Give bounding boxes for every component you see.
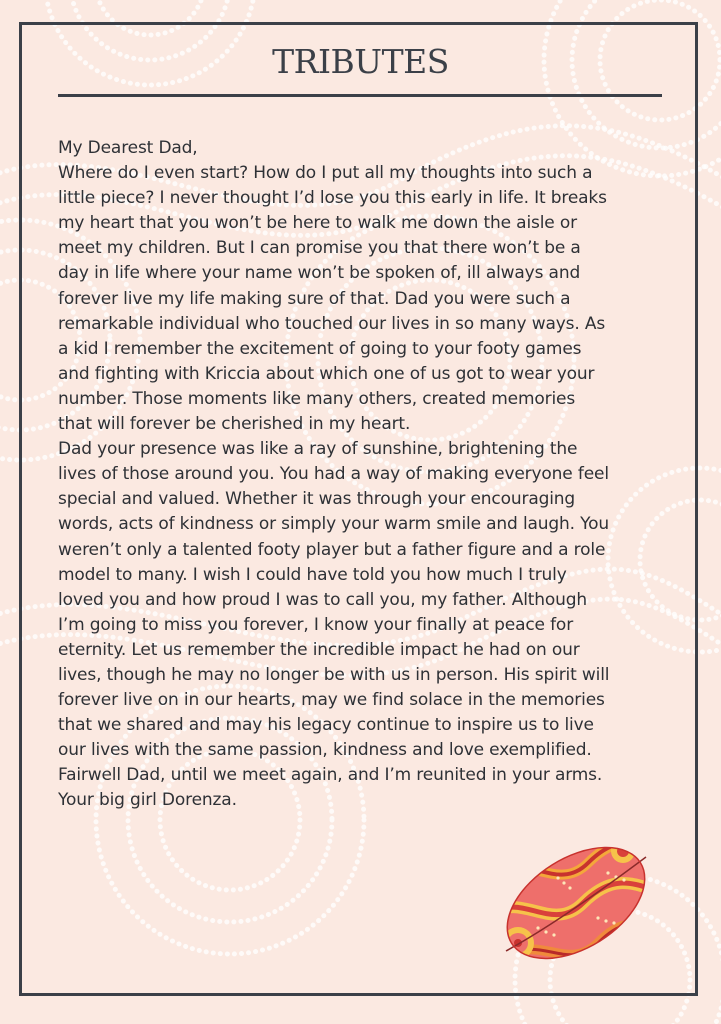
tribute-line: forever live on in our hearts, may we find solace in the memories <box>58 690 605 711</box>
tribute-line: lives of those around you. You had a way of making everyone feel <box>58 464 609 485</box>
tribute-line: that will forever be cherished in my heart. <box>58 414 411 435</box>
tribute-line: meet my children. But I can promise you that there won’t be a <box>58 238 581 259</box>
tribute-line: lives, though he may no longer be with us in person. His spirit will <box>58 664 610 685</box>
page-title: TRIBUTES <box>272 42 449 81</box>
tribute-line: number. Those moments like many others, created memories <box>58 388 576 409</box>
tribute-line: forever live my life making sure of that. Dad you were such a <box>58 288 571 309</box>
tribute-line: my heart that you won’t be here to walk me down the aisle or <box>58 213 577 234</box>
tribute-line: and fighting with Kriccia about which one of us got to wear your <box>58 363 595 384</box>
tribute-line: words, acts of kindness or simply your warm smile and laugh. You <box>58 514 610 535</box>
tribute-line: weren’t only a talented footy player but a father figure and a role <box>58 539 606 560</box>
tribute-line: special and valued. Whether it was through your encouraging <box>58 489 576 510</box>
tribute-line: model to many. I wish I could have told you how much I truly <box>58 564 567 585</box>
tribute-line: Your big girl Dorenza. <box>58 790 237 811</box>
tribute-line: a kid I remember the excitement of going to your footy games <box>58 338 582 359</box>
tribute-line: little piece? I never thought I’d lose you this early in life. It breaks <box>58 188 607 209</box>
tribute-line: Fairwell Dad, until we meet again, and I’m reunited in your arms. <box>58 765 603 786</box>
tribute-line: loved you and how proud I was to call you, my father. Although <box>58 589 588 610</box>
tribute-line: Where do I even start? How do I put all my thoughts into such a <box>58 163 593 184</box>
tribute-line: our lives with the same passion, kindness and love exemplified. <box>58 740 592 761</box>
tribute-line: I’m going to miss you forever, I know your finally at peace for <box>58 614 574 635</box>
tribute-line: My Dearest Dad, <box>58 138 198 158</box>
tribute-line: day in life where your name won’t be spoken of, ill always and <box>58 263 581 284</box>
tribute-line: remarkable individual who touched our lives in so many ways. As <box>58 313 606 334</box>
tribute-letter <box>58 136 668 814</box>
tribute-line: that we shared and may his legacy continue to inspire us to live <box>58 715 594 736</box>
tribute-line: eternity. Let us remember the incredible impact he had on our <box>58 639 580 660</box>
tribute-line: Dad your presence was like a ray of sunshine, brightening the <box>58 439 578 460</box>
aboriginal-art-football-icon <box>498 833 654 973</box>
title-divider <box>58 94 662 97</box>
